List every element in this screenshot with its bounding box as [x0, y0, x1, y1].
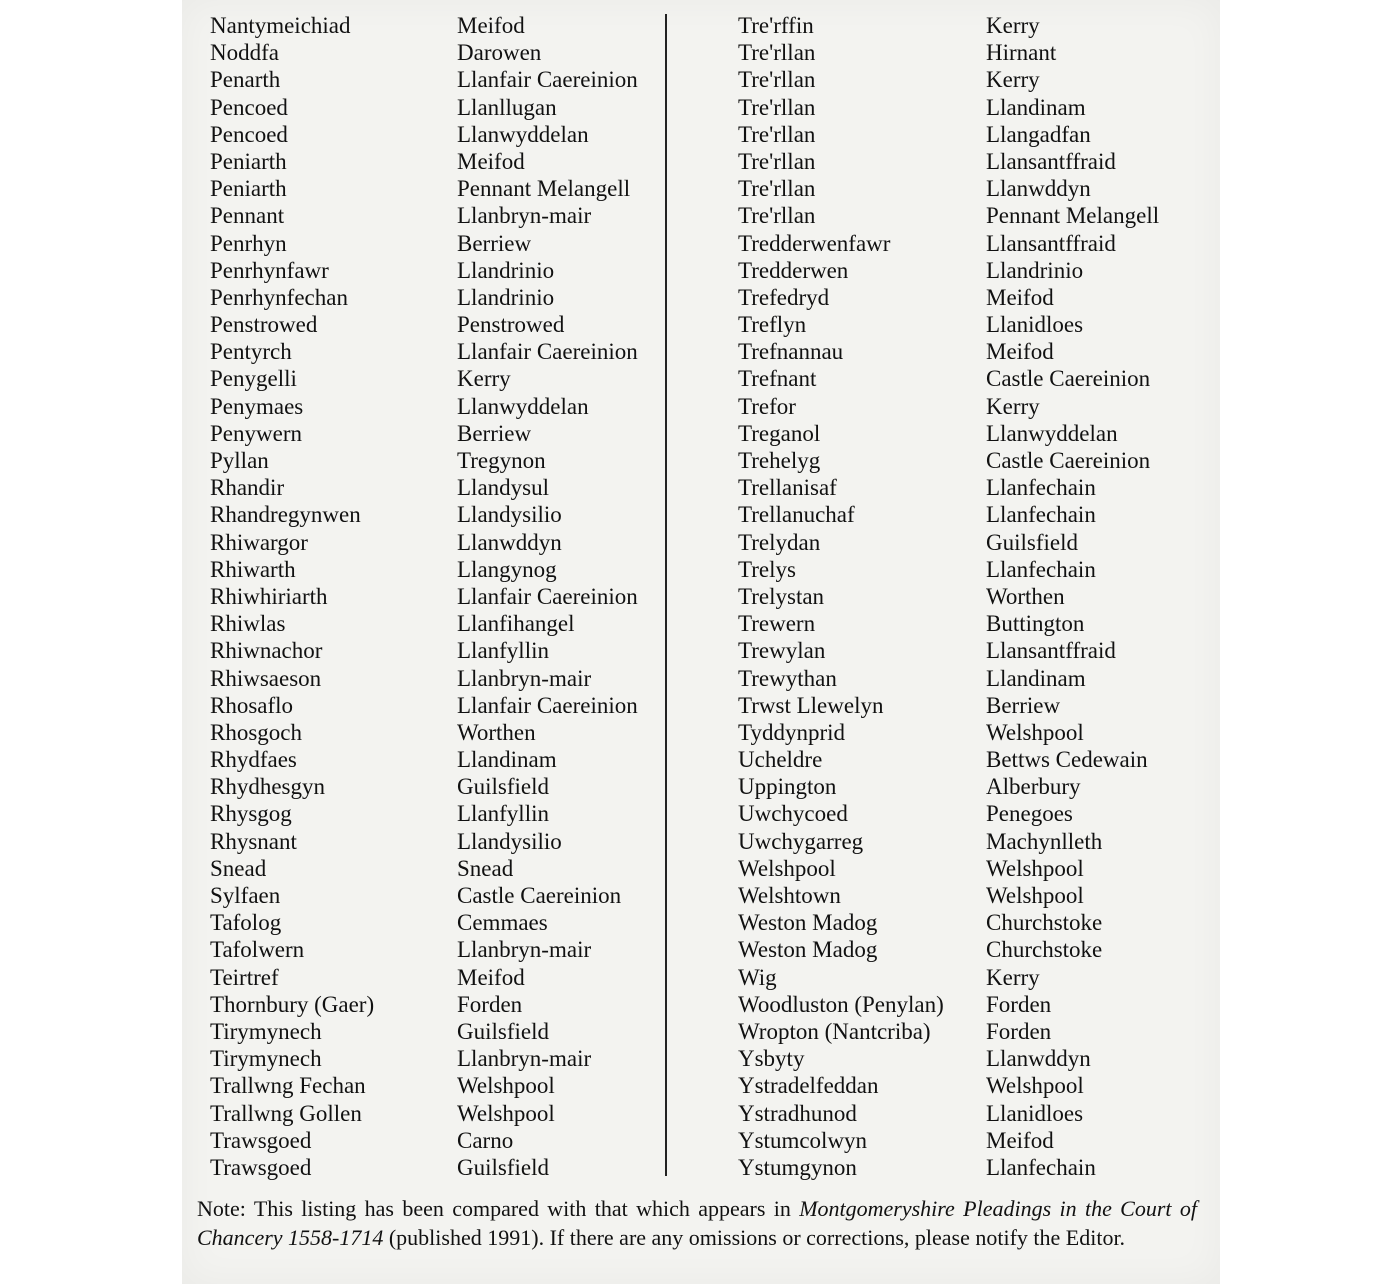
place-name: Snead: [210, 855, 267, 881]
place-name: Treflyn: [738, 312, 807, 338]
parish-name: Welshpool: [986, 1073, 1084, 1099]
place-name: Nantymeichiad: [210, 13, 351, 38]
place-name: Wig: [738, 964, 777, 990]
parish-name: Welshpool: [986, 719, 1084, 745]
parish-name: Llanwddyn: [457, 529, 562, 555]
place-name: Ystradhunod: [738, 1100, 857, 1126]
parish-name: Llandrinio: [457, 257, 555, 283]
place-name: Trefnant: [738, 366, 817, 392]
place-name: Rhysgog: [210, 801, 292, 827]
parish-name: Meifod: [457, 148, 525, 174]
place-name: Penarth: [210, 67, 281, 93]
parish-name: Penegoes: [986, 801, 1073, 827]
parish-name: Llansantffraid: [986, 638, 1116, 664]
parish-name: Llanfair Caereinion: [457, 67, 638, 93]
parish-name: Guilsfield: [986, 529, 1078, 555]
place-name: Tafolwern: [210, 937, 305, 963]
parish-name: Llandysilio: [457, 828, 562, 854]
parish-name: Hirnant: [986, 40, 1057, 66]
parish-name: Llanwyddelan: [986, 420, 1118, 446]
place-name: Rhosaflo: [210, 692, 294, 718]
place-name: Penymaes: [210, 393, 304, 419]
place-name: Sylfaen: [210, 883, 281, 908]
parish-name: Meifod: [986, 1127, 1054, 1153]
parish-name: Cemmaes: [457, 910, 548, 936]
place-name: Trewythan: [738, 665, 837, 691]
parish-name: Llandrinio: [986, 257, 1084, 283]
parish-name: Guilsfield: [457, 1154, 549, 1180]
parish-name: Kerry: [986, 393, 1040, 419]
column-divider: [665, 14, 667, 1176]
place-name: Tre'rllan: [738, 203, 816, 229]
parish-name: Kerry: [986, 67, 1040, 93]
place-name: Rhiwhiriarth: [210, 583, 328, 609]
parish-name: Meifod: [986, 339, 1054, 365]
place-name: Pencoed: [210, 121, 288, 147]
parish-name: Llanfyllin: [457, 638, 549, 664]
place-name: Peniarth: [210, 176, 287, 202]
place-name: Trefor: [738, 393, 796, 419]
place-name: Rhiwarth: [210, 556, 296, 582]
parish-name: Bettws Cedewain: [986, 747, 1148, 773]
parish-name: Meifod: [457, 13, 525, 38]
place-name: Trellanisaf: [738, 475, 837, 501]
place-name: Peniarth: [210, 148, 287, 174]
parish-name: Alberbury: [986, 774, 1081, 800]
place-name: Ystumgynon: [738, 1154, 857, 1180]
place-name: Tredderwenfawr: [738, 230, 891, 256]
place-name: Welshpool: [738, 855, 836, 881]
parish-name: Llandysilio: [457, 502, 562, 528]
note-publication-title: Montgomeryshire Pleadings in the Court of Chancery 1558-1714: [197, 1196, 1197, 1250]
parish-name: Meifod: [457, 964, 525, 990]
place-name: Trelydan: [738, 529, 821, 555]
parish-name: Castle Caereinion: [457, 883, 622, 908]
parish-name: Llanidloes: [986, 1100, 1084, 1126]
parish-name: Llanfechain: [986, 1154, 1096, 1180]
parish-name: Llanfair Caereinion: [457, 339, 638, 365]
place-name: Trawsgoed: [210, 1127, 312, 1153]
parish-name: Darowen: [457, 40, 542, 66]
parish-name: Llanbryn-mair: [457, 665, 592, 691]
parish-name: Kerry: [986, 964, 1040, 990]
place-name: Rhandregynwen: [210, 502, 361, 528]
place-name: Uppington: [738, 774, 837, 800]
parish-name: Buttington: [986, 611, 1085, 637]
place-name: Rhydhesgyn: [210, 774, 325, 800]
place-name: Tre'rllan: [738, 176, 816, 202]
place-name: Trwst Llewelyn: [738, 692, 884, 718]
place-name: Trawsgoed: [210, 1154, 312, 1180]
parish-name: Llanfechain: [986, 556, 1096, 582]
place-name: Tyddynprid: [738, 719, 845, 745]
place-name: Uwchygarreg: [738, 828, 864, 854]
place-name: Tre'rllan: [738, 148, 816, 174]
parish-name: Tregynon: [457, 448, 546, 473]
place-name: Wropton (Nantcriba): [738, 1018, 931, 1044]
right-parish-column: [986, 12, 1159, 1181]
place-name: Trelystan: [738, 583, 825, 609]
parish-name: Llanfihangel: [457, 611, 575, 637]
parish-name: Castle Caereinion: [986, 366, 1151, 392]
place-name: Tre'rllan: [738, 40, 816, 66]
parish-name: Llanfyllin: [457, 801, 549, 827]
parish-name: Forden: [986, 1018, 1052, 1044]
parish-name: Machynlleth: [986, 828, 1103, 854]
parish-name: Llansantffraid: [986, 230, 1116, 256]
parish-name: Llanwddyn: [986, 1046, 1091, 1072]
place-name: Pencoed: [210, 94, 288, 120]
place-name: Trewylan: [738, 638, 826, 664]
parish-name: Llandinam: [986, 94, 1086, 120]
parish-name: Berriew: [457, 230, 532, 256]
parish-name: Snead: [457, 855, 514, 881]
place-name: Tredderwen: [738, 257, 849, 283]
parish-name: Welshpool: [457, 1100, 555, 1126]
parish-name: Pennant Melangell: [457, 176, 631, 202]
place-name: Trellanuchaf: [738, 502, 855, 528]
place-name: Penstrowed: [210, 312, 318, 338]
parish-name: Worthen: [986, 583, 1065, 609]
parish-name: Llanfair Caereinion: [457, 692, 638, 718]
place-name: Trewern: [738, 611, 816, 637]
parish-name: Berriew: [457, 420, 532, 446]
place-name: Rhandir: [210, 475, 285, 501]
place-name: Weston Madog: [738, 937, 878, 963]
left-place-column: [210, 12, 374, 1181]
place-name: Trefedryd: [738, 284, 830, 310]
parish-name: Llanwyddelan: [457, 121, 589, 147]
place-name: Teirtref: [210, 964, 279, 990]
place-name: Tafolog: [210, 910, 282, 936]
parish-name: Kerry: [457, 366, 511, 392]
parish-name: Llanbryn-mair: [457, 203, 592, 229]
parish-name: Welshpool: [986, 883, 1084, 908]
place-name: Pentyrch: [210, 339, 292, 365]
place-name: Rhydfaes: [210, 747, 297, 773]
parish-name: Churchstoke: [986, 937, 1103, 963]
parish-name: Llanllugan: [457, 94, 557, 120]
parish-name: Llanwyddelan: [457, 393, 589, 419]
parish-name: Guilsfield: [457, 1018, 549, 1044]
place-name: Uwchycoed: [738, 801, 848, 827]
place-name: Ysbyty: [738, 1046, 805, 1072]
place-name: Tirymynech: [210, 1046, 322, 1072]
parish-name: Meifod: [986, 284, 1054, 310]
parish-name: Llanfechain: [986, 475, 1096, 501]
parish-name: Llangadfan: [986, 121, 1091, 147]
place-name: Ystumcolwyn: [738, 1127, 868, 1153]
place-name: Welshtown: [738, 883, 841, 908]
parish-name: Llanbryn-mair: [457, 1046, 592, 1072]
parish-name: Welshpool: [457, 1073, 555, 1099]
place-name: Tirymynech: [210, 1018, 322, 1044]
place-name: Penrhyn: [210, 230, 287, 256]
note-text-start: Note: This listing has been compared with that which appears in: [197, 1196, 800, 1221]
place-name: Treganol: [738, 420, 821, 446]
parish-name: Llandinam: [986, 665, 1086, 691]
place-name: Woodluston (Penylan): [738, 991, 944, 1017]
place-name: Trefnannau: [738, 339, 844, 365]
parish-name: Kerry: [986, 13, 1040, 38]
parish-name: Penstrowed: [457, 312, 565, 338]
parish-name: Llanfechain: [986, 502, 1096, 528]
place-name: Weston Madog: [738, 910, 878, 936]
parish-name: Berriew: [986, 692, 1061, 718]
place-name: Thornbury (Gaer): [210, 991, 375, 1017]
parish-name: Guilsfield: [457, 774, 549, 800]
place-name: Trehelyg: [738, 448, 821, 473]
parish-name: Pennant Melangell: [986, 203, 1160, 229]
parish-name: Llandysul: [457, 475, 549, 501]
parish-name: Worthen: [457, 719, 536, 745]
parish-name: Llandrinio: [457, 284, 555, 310]
place-name: Penrhynfawr: [210, 257, 329, 283]
parish-name: Llangynog: [457, 556, 557, 582]
place-name: Penrhynfechan: [210, 284, 348, 310]
place-name: Pennant: [210, 203, 285, 229]
place-name: Tre'rllan: [738, 94, 816, 120]
place-name: Tre'rffin: [738, 13, 814, 38]
place-name: Trallwng Fechan: [210, 1073, 366, 1099]
place-name: Trelys: [738, 556, 796, 582]
note-text-end: (published 1991). If there are any omissions or corrections, please notify the Editor.: [383, 1225, 1126, 1250]
parish-name: Llanidloes: [986, 312, 1084, 338]
place-name: Ucheldre: [738, 747, 823, 773]
parish-name: Castle Caereinion: [986, 448, 1151, 473]
parish-name: Llanfair Caereinion: [457, 583, 638, 609]
parish-name: Llansantffraid: [986, 148, 1116, 174]
place-name: Pyllan: [210, 448, 269, 473]
place-name: Trallwng Gollen: [210, 1100, 362, 1126]
place-name: Tre'rllan: [738, 121, 816, 147]
place-name: Penywern: [210, 420, 302, 446]
place-name: Penygelli: [210, 366, 297, 392]
right-place-column: [738, 12, 944, 1181]
left-parish-column: [457, 12, 638, 1181]
place-name: Rhiwargor: [210, 529, 308, 555]
parish-name: Forden: [457, 991, 523, 1017]
parish-name: Llanwddyn: [986, 176, 1091, 202]
place-name: Rhosgoch: [210, 719, 302, 745]
editor-note: [197, 1194, 1197, 1252]
place-name: Rhiwlas: [210, 611, 286, 637]
place-name: Rhysnant: [210, 828, 297, 854]
parish-name: Llanbryn-mair: [457, 937, 592, 963]
place-name: Ystradelfeddan: [738, 1073, 879, 1099]
place-name: Rhiwnachor: [210, 638, 323, 664]
parish-name: Churchstoke: [986, 910, 1103, 936]
parish-name: Welshpool: [986, 855, 1084, 881]
parish-name: Llandinam: [457, 747, 557, 773]
place-name: Rhiwsaeson: [210, 665, 322, 691]
place-name: Noddfa: [210, 40, 279, 66]
place-name: Tre'rllan: [738, 67, 816, 93]
parish-name: Forden: [986, 991, 1052, 1017]
parish-name: Carno: [457, 1127, 514, 1153]
